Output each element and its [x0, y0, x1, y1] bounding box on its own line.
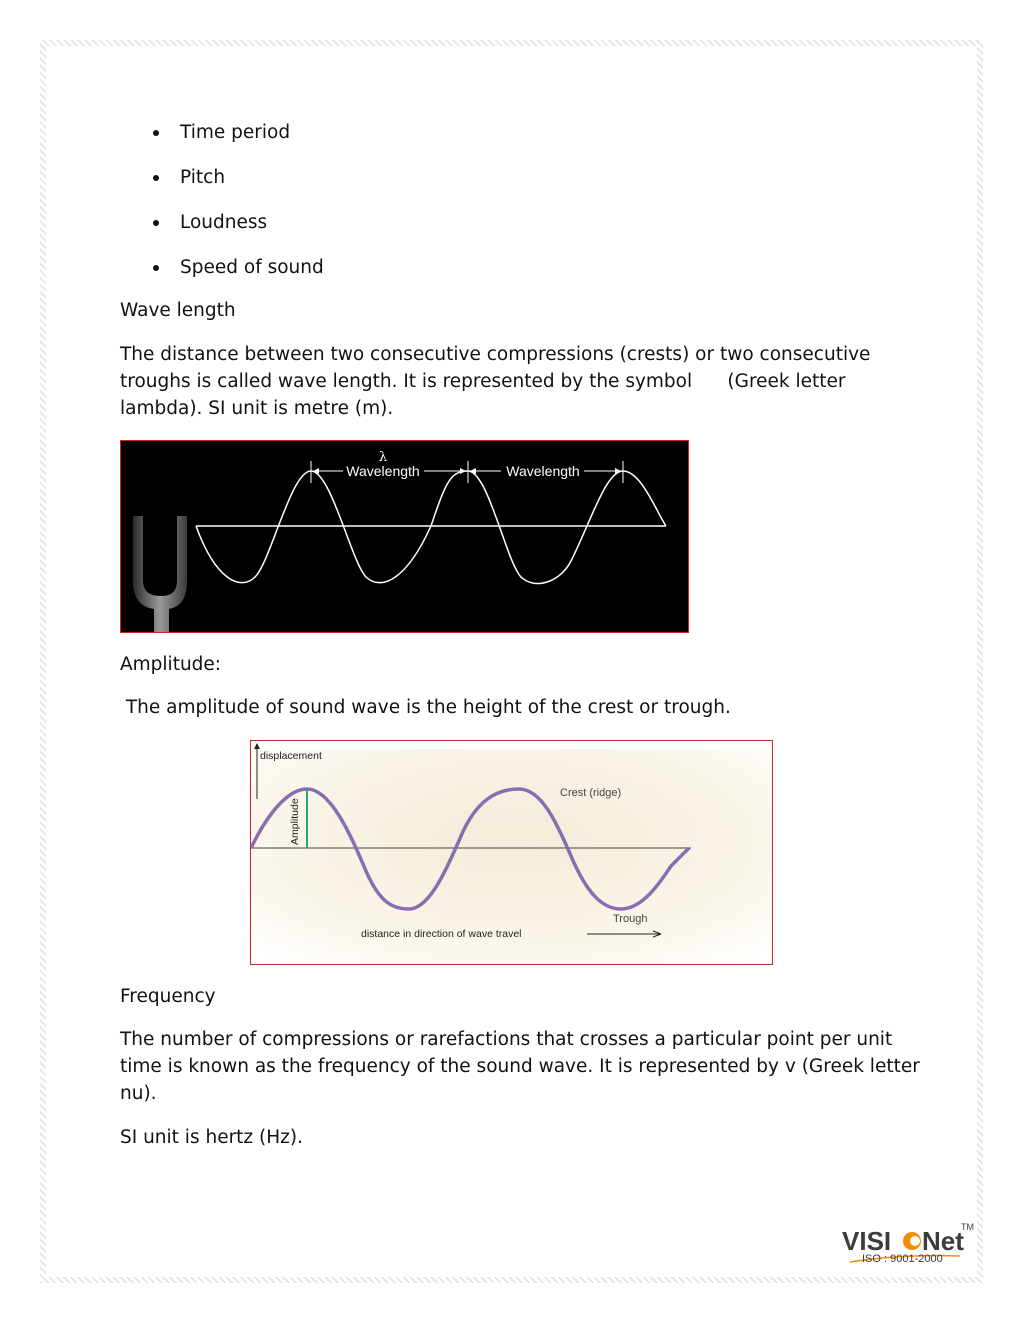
- lambda-symbol: λ: [378, 450, 388, 465]
- wavelength-paragraph: [120, 341, 910, 422]
- tuning-fork-icon: [133, 516, 187, 632]
- wavelength-line-2: troughs is called wave length. It is represented by the symbol (Greek letter: [120, 371, 846, 392]
- list-item: Time period: [150, 118, 324, 163]
- amplitude-label: Amplitude: [289, 798, 301, 845]
- list-item: Pitch: [150, 163, 324, 208]
- wavelength-line-1: The distance between two consecutive compressions (crests) or two consecutive: [120, 344, 871, 365]
- amplitude-diagram: [251, 741, 772, 964]
- wavelength-label-2: Wavelength: [506, 463, 580, 479]
- amplitude-heading: Amplitude:: [120, 654, 222, 675]
- trough-label: Trough: [613, 913, 648, 925]
- trademark-symbol: TM: [961, 1222, 974, 1232]
- list-item: Speed of sound: [150, 253, 324, 298]
- si-unit-line: SI unit is hertz (Hz).: [120, 1127, 303, 1148]
- wavelength-line-3: lambda). SI unit is metre (m).: [120, 398, 394, 419]
- logo-text-part2: Net: [922, 1226, 964, 1256]
- frequency-line-2: time is known as the frequency of the sound wave. It is represented by v (Greek letter: [120, 1056, 920, 1077]
- logo-text-part1: VISI: [842, 1226, 892, 1256]
- wavelength-label-1: Wavelength: [346, 463, 420, 479]
- frequency-line-3: nu).: [120, 1083, 157, 1104]
- amplitude-paragraph: The amplitude of sound wave is the height of the crest or trough.: [120, 697, 731, 718]
- property-list: [150, 118, 324, 298]
- visionet-logo: [840, 1218, 980, 1268]
- crest-label: Crest (ridge): [560, 787, 622, 799]
- frequency-paragraph: [120, 1026, 920, 1107]
- wavelength-heading: Wave length: [120, 300, 236, 321]
- frequency-line-1: The number of compressions or rarefactions that crosses a particular point per unit: [120, 1029, 893, 1050]
- wavelength-figure: [120, 440, 689, 633]
- frequency-heading: Frequency: [120, 986, 216, 1007]
- iso-certification: ISO : 9001-2000: [862, 1253, 943, 1265]
- sound-wave: [196, 471, 431, 583]
- wavelength-diagram: [121, 441, 688, 632]
- amplitude-figure: [250, 740, 773, 965]
- sound-wave-continued: [431, 471, 666, 584]
- displacement-label: displacement: [260, 750, 322, 762]
- list-item: Loudness: [150, 208, 324, 253]
- distance-label: distance in direction of wave travel: [361, 928, 522, 940]
